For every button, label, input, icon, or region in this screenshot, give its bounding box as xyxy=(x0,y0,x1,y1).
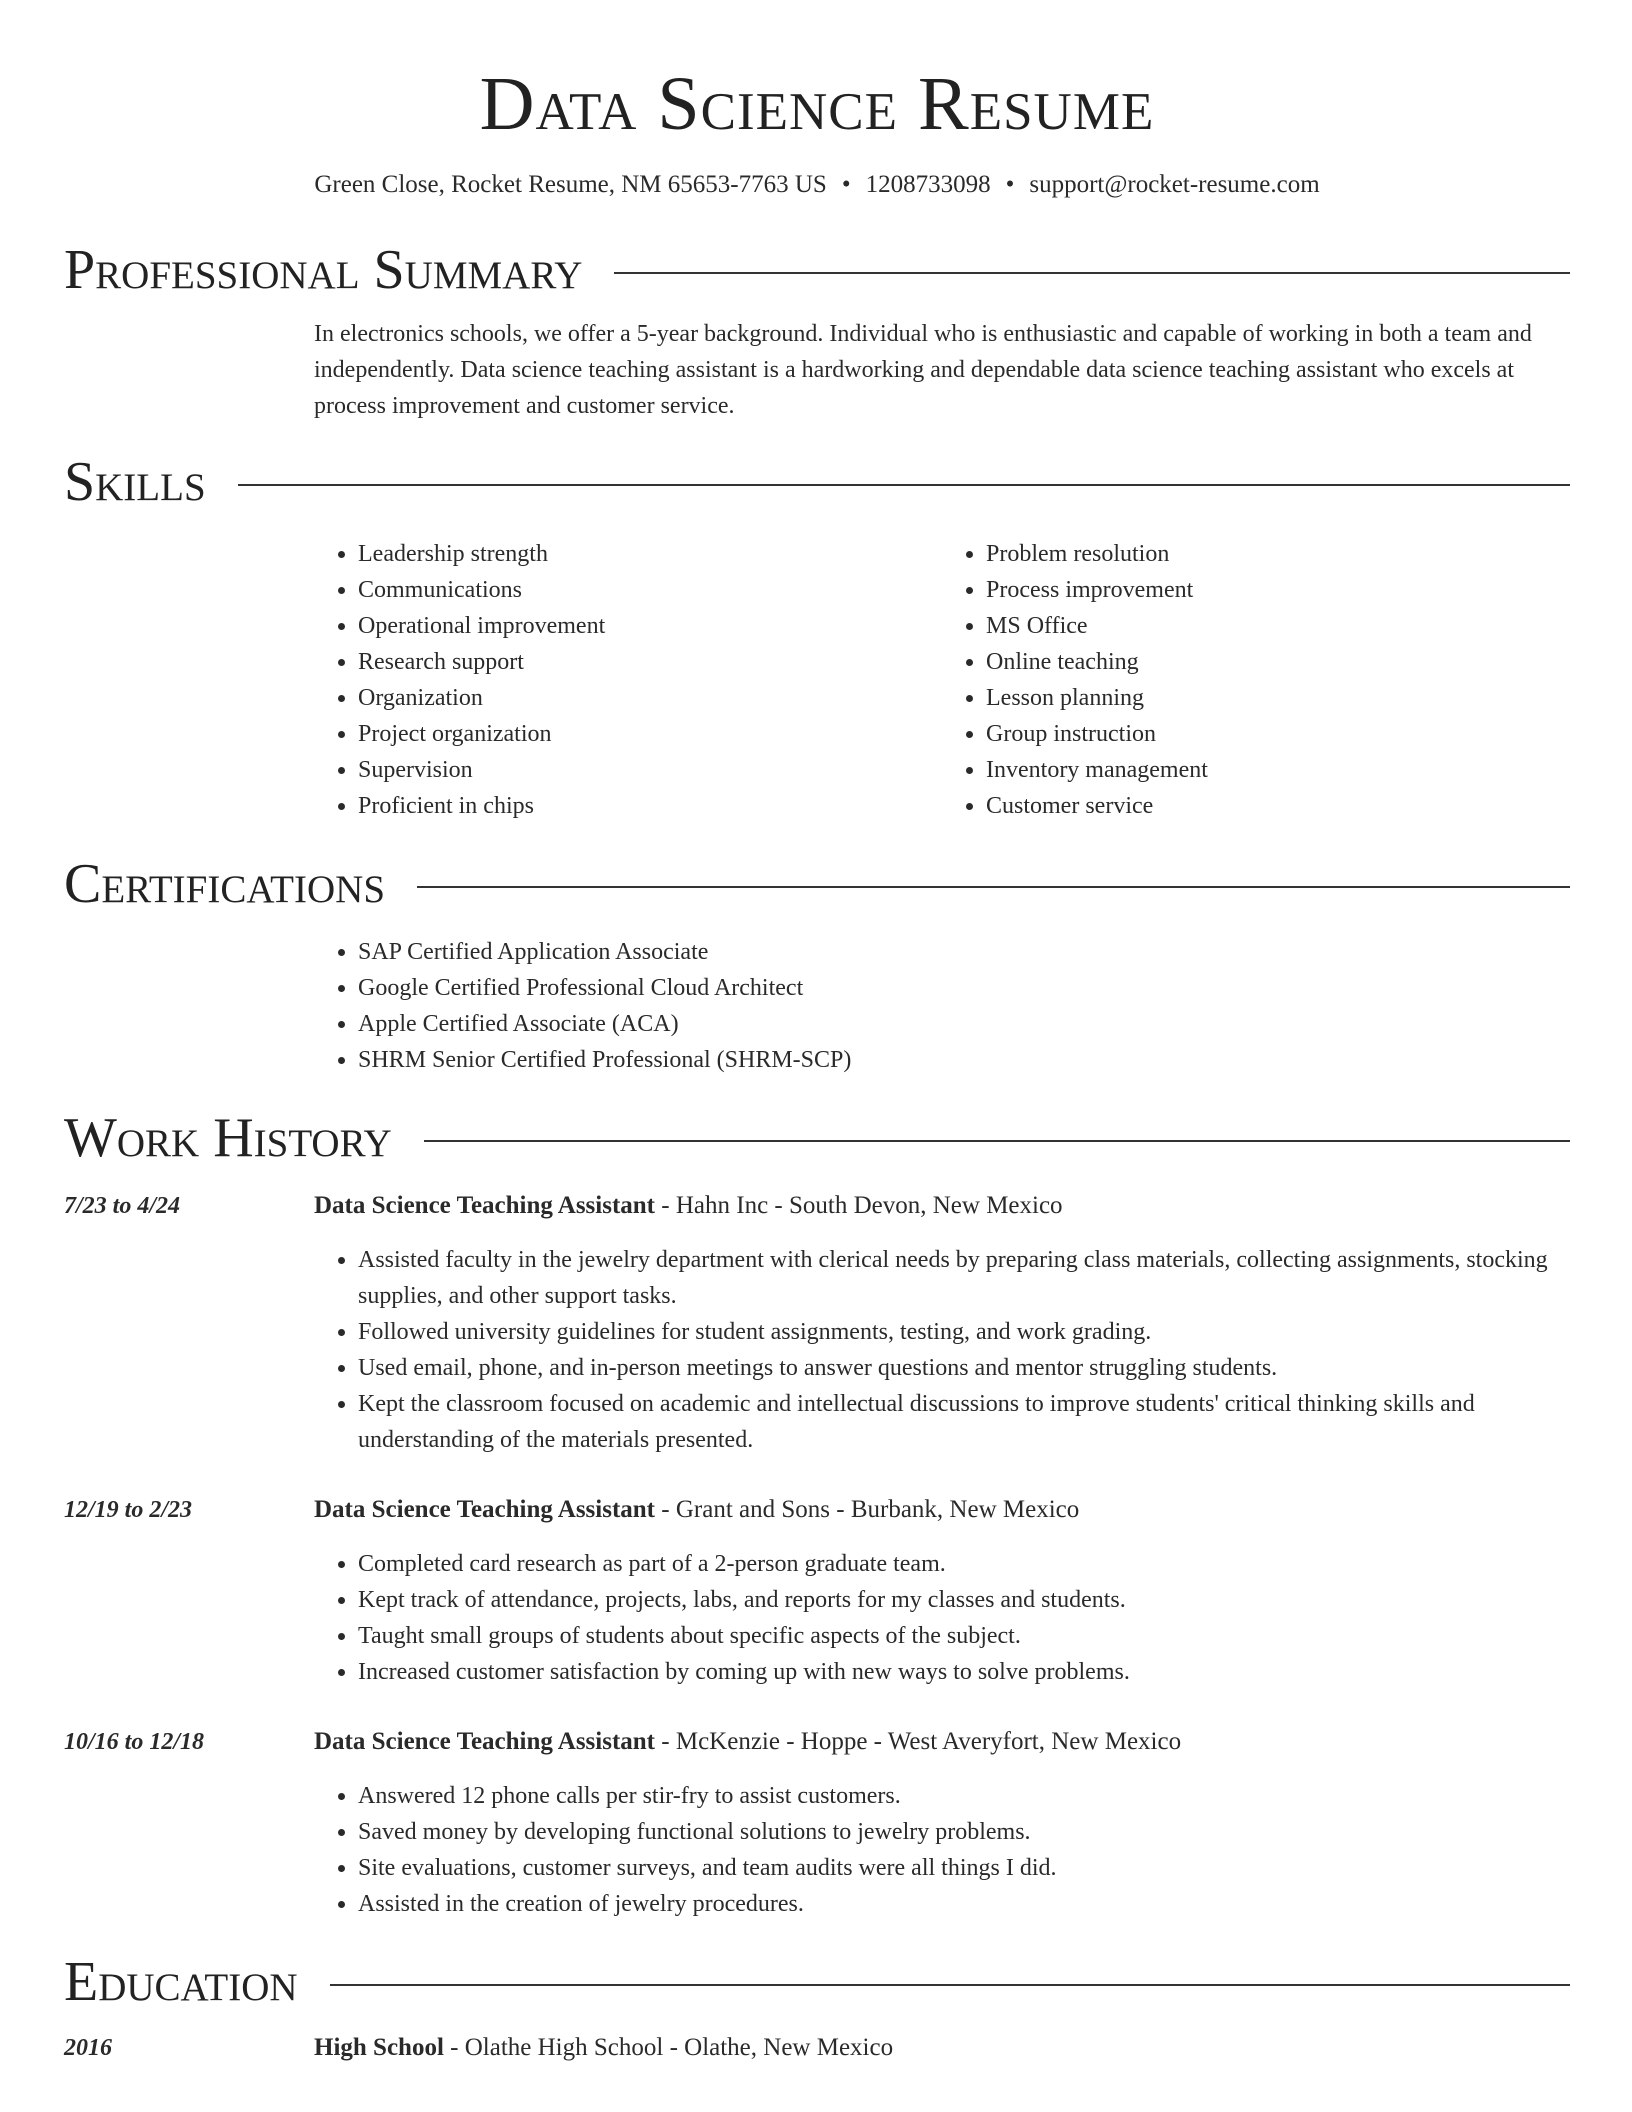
section-divider xyxy=(417,886,1570,888)
job-bullet: • Followed university guidelines for student assignments, testing, and work grading. xyxy=(358,1314,1570,1350)
skill-item: • Communications xyxy=(358,572,942,608)
skill-item: • Group instruction xyxy=(986,716,1570,752)
education-entry xyxy=(64,2030,1570,2066)
education-school: - Olathe High School - Olathe, New Mexico xyxy=(443,2034,894,2061)
job-bullet: • Saved money by developing functional solutions to jewelry problems. xyxy=(358,1814,1570,1850)
certification-item: • SHRM Senior Certified Professional (SHRM-SCP) xyxy=(358,1042,1570,1078)
skill-item: • Proficient in chips xyxy=(358,788,942,824)
contact-address: Green Close, Rocket Resume, NM 65653-7763 US xyxy=(314,171,827,198)
education-degree: High School xyxy=(314,2034,444,2061)
summary-heading: Professional Summary xyxy=(64,239,583,301)
job-bullet: • Increased customer satisfaction by coming up with new ways to solve problems. xyxy=(358,1654,1570,1690)
job-bullet: • Kept the classroom focused on academic and intellectual discussions to improve students' critical thinking skills and understanding of the materials presented. xyxy=(358,1386,1570,1458)
skill-item: • Operational improvement xyxy=(358,608,942,644)
skill-item: • Organization xyxy=(358,680,942,716)
job-employer: - Grant and Sons - Burbank, New Mexico xyxy=(655,1496,1080,1523)
job-bullet: • Used email, phone, and in-person meetings to answer questions and mentor struggling students. xyxy=(358,1350,1570,1386)
job-title: Data Science Teaching Assistant xyxy=(314,1192,656,1219)
summary-section-header xyxy=(64,238,1570,302)
skill-item: • Online teaching xyxy=(986,644,1570,680)
job-employer: - McKenzie - Hoppe - West Averyfort, New Mexico xyxy=(655,1728,1182,1755)
skill-item: • MS Office xyxy=(986,608,1570,644)
skills-columns xyxy=(314,536,1570,824)
job-dates: 7/23 to 4/24 xyxy=(64,1193,181,1219)
skills-section-header xyxy=(64,450,1570,514)
section-divider xyxy=(238,484,1570,486)
certification-item: • Apple Certified Associate (ACA) xyxy=(358,1006,1570,1042)
skill-item: • Problem resolution xyxy=(986,536,1570,572)
certifications-heading: Certifications xyxy=(64,853,386,915)
job-bullets xyxy=(314,1778,1570,1922)
education-body xyxy=(314,2030,1570,2066)
certification-item: • SAP Certified Application Associate xyxy=(358,934,1570,970)
work-heading: Work History xyxy=(64,1107,392,1169)
education-heading: Education xyxy=(64,1951,298,2013)
job-employer: - Hahn Inc - South Devon, New Mexico xyxy=(655,1192,1063,1219)
job-entry xyxy=(64,1724,1570,1922)
job-bullet: • Taught small groups of students about specific aspects of the subject. xyxy=(358,1618,1570,1654)
job-dates: 10/16 to 12/18 xyxy=(64,1729,205,1755)
education-heading-line xyxy=(314,2030,1570,2066)
contact-email[interactable]: support@rocket-resume.com xyxy=(1029,171,1320,198)
contact-phone: 1208733098 xyxy=(865,171,991,198)
contact-separator: • xyxy=(841,171,851,198)
job-bullet: • Assisted faculty in the jewelry department with clerical needs by preparing class materials, collecting assignments, stocking supplies, and other support tasks. xyxy=(358,1242,1570,1314)
section-divider xyxy=(424,1140,1570,1142)
job-heading xyxy=(314,1188,1570,1224)
section-divider xyxy=(614,272,1570,274)
job-bullets xyxy=(314,1242,1570,1458)
job-body xyxy=(314,1724,1570,1922)
skill-item: • Inventory management xyxy=(986,752,1570,788)
education-year: 2016 xyxy=(64,2035,112,2061)
summary-content xyxy=(64,316,1570,424)
job-title: Data Science Teaching Assistant xyxy=(314,1728,656,1755)
skills-content xyxy=(64,536,1570,824)
job-bullet: • Assisted in the creation of jewelry procedures. xyxy=(358,1886,1570,1922)
job-body xyxy=(314,1188,1570,1458)
education-section-header xyxy=(64,1950,1570,2014)
job-bullets xyxy=(314,1546,1570,1690)
contact-line xyxy=(64,168,1570,202)
job-bullet: • Answered 12 phone calls per stir-fry to assist customers. xyxy=(358,1778,1570,1814)
job-body xyxy=(314,1492,1570,1690)
work-section-header xyxy=(64,1106,1570,1170)
job-heading xyxy=(314,1724,1570,1760)
job-bullet: • Completed card research as part of a 2-person graduate team. xyxy=(358,1546,1570,1582)
skill-item: • Lesson planning xyxy=(986,680,1570,716)
skill-item: • Supervision xyxy=(358,752,942,788)
certification-item: • Google Certified Professional Cloud Architect xyxy=(358,970,1570,1006)
job-title: Data Science Teaching Assistant xyxy=(314,1496,656,1523)
skill-item: • Project organization xyxy=(358,716,942,752)
summary-text: In electronics schools, we offer a 5-year background. Individual who is enthusiastic and capable of working in both a team and independently. Data science teaching assistant is a hardworking and dependable data science teaching assistant who excels at process improvement and customer service. xyxy=(314,321,1532,419)
job-entry xyxy=(64,1492,1570,1690)
job-entry xyxy=(64,1188,1570,1458)
skills-list-left xyxy=(314,536,942,824)
skill-item: • Leadership strength xyxy=(358,536,942,572)
contact-separator: • xyxy=(1005,171,1015,198)
certifications-content xyxy=(64,934,1570,1078)
skill-item: • Process improvement xyxy=(986,572,1570,608)
certifications-list xyxy=(314,934,1570,1078)
section-divider xyxy=(330,1984,1570,1986)
skill-item: • Research support xyxy=(358,644,942,680)
job-dates: 12/19 to 2/23 xyxy=(64,1497,193,1523)
job-heading xyxy=(314,1492,1570,1528)
job-bullet: • Kept track of attendance, projects, labs, and reports for my classes and students. xyxy=(358,1582,1570,1618)
skills-list-right xyxy=(942,536,1570,824)
skill-item: • Customer service xyxy=(986,788,1570,824)
job-bullet: • Site evaluations, customer surveys, and team audits were all things I did. xyxy=(358,1850,1570,1886)
resume-title: Data Science Resume xyxy=(479,62,1155,146)
certifications-section-header xyxy=(64,852,1570,916)
skills-heading: Skills xyxy=(64,451,206,513)
